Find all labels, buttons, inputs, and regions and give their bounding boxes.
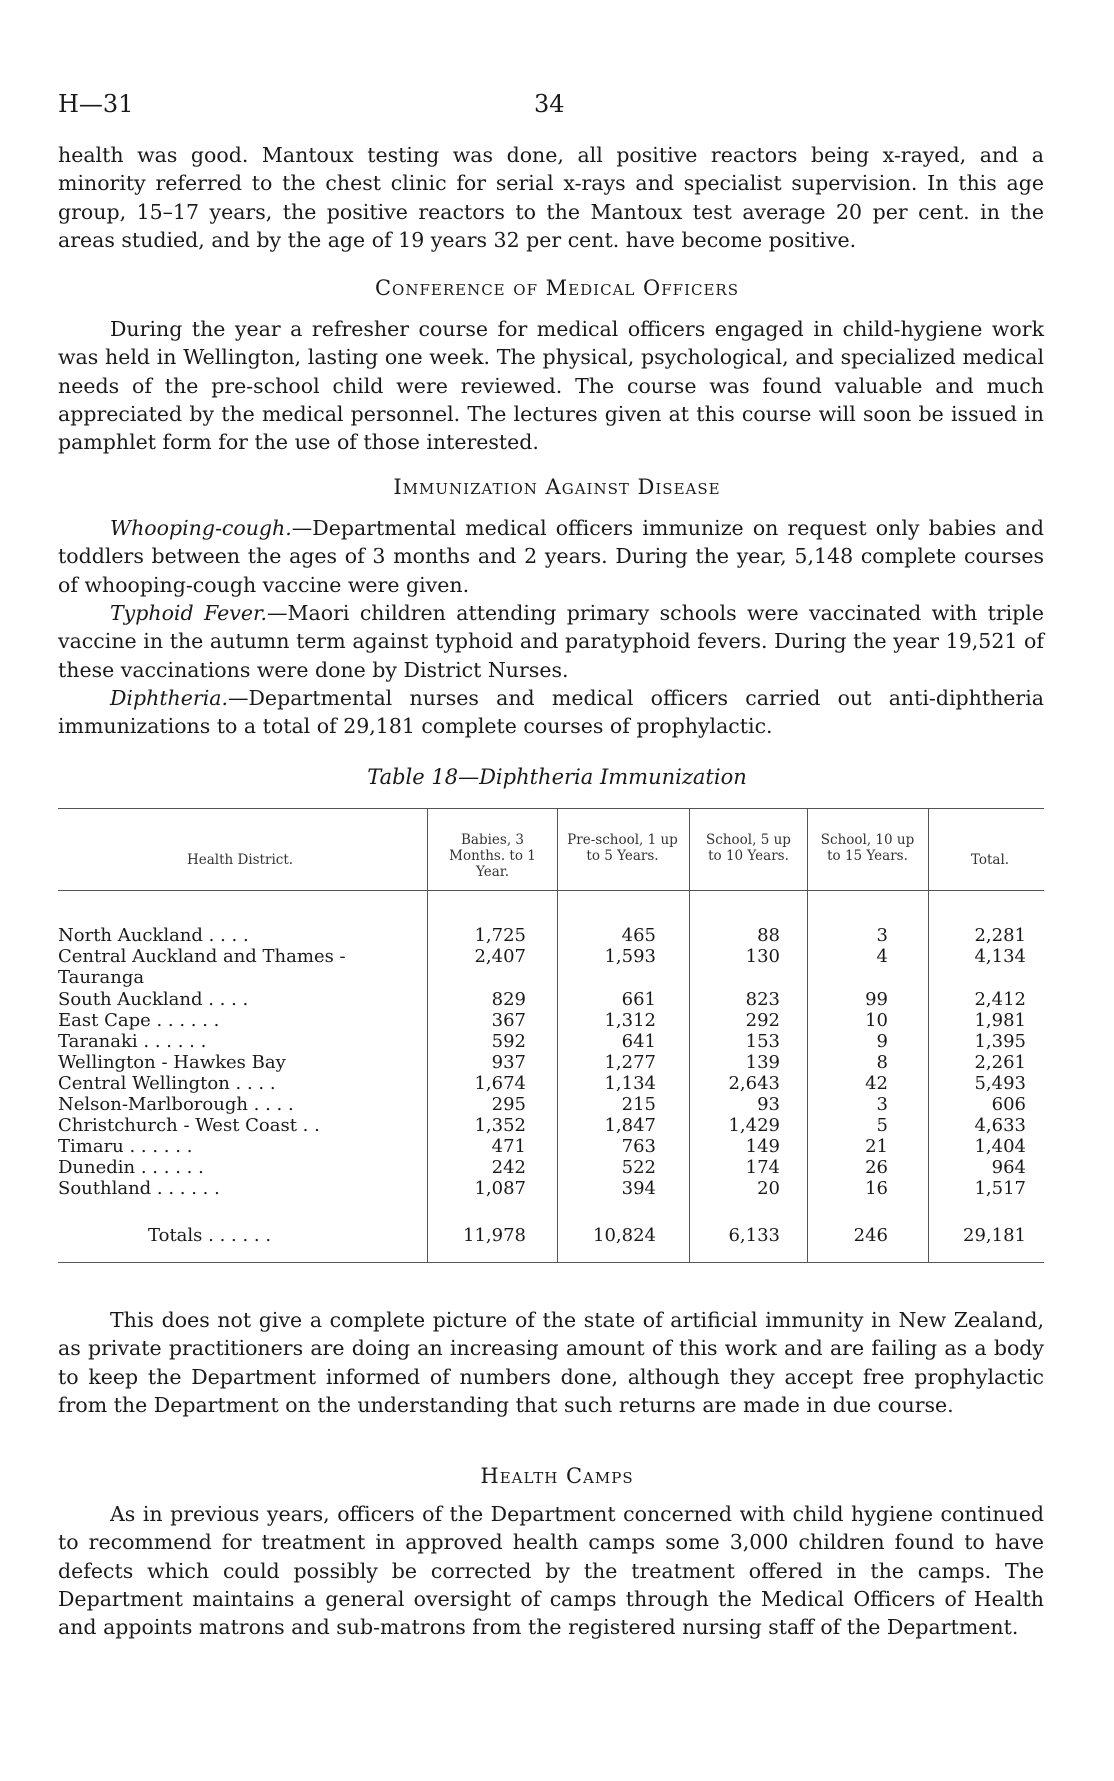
table-row xyxy=(58,1052,1044,1073)
district-name: South Auckland . . . . xyxy=(58,989,249,1010)
table-row xyxy=(58,1157,1044,1178)
district-name: Taranaki . . . . . . xyxy=(58,1031,207,1052)
column-header-school-5-10: School, 5 up to 10 Years. xyxy=(706,832,791,864)
school-5-10-value: 149 xyxy=(745,1136,780,1157)
totals-label: Totals . . . . . . xyxy=(148,1225,272,1246)
total-value: 964 xyxy=(991,1157,1026,1178)
diphtheria-paragraph xyxy=(58,684,1044,741)
whooping-cough-term: Whooping-cough. xyxy=(110,516,292,540)
school-5-10-value: 20 xyxy=(757,1178,780,1199)
school-10-15-value: 9 xyxy=(876,1031,888,1052)
total-value: 4,633 xyxy=(974,1115,1026,1136)
district-name: Dunedin . . . . . . xyxy=(58,1157,204,1178)
school-5-10-value: 93 xyxy=(757,1094,780,1115)
page-number: 34 xyxy=(534,90,565,118)
babies-value: 592 xyxy=(491,1031,526,1052)
whooping-cough-paragraph xyxy=(58,514,1044,599)
table-row xyxy=(58,989,1044,1010)
preschool-value: 522 xyxy=(621,1157,656,1178)
table-row xyxy=(58,946,1044,967)
district-name: North Auckland . . . . xyxy=(58,925,249,946)
babies-total: 11,978 xyxy=(463,1225,526,1246)
district-name: Central Wellington . . . . xyxy=(58,1073,276,1094)
total-value: 2,261 xyxy=(974,1052,1026,1073)
district-name: Christchurch - West Coast . . xyxy=(58,1115,320,1136)
typhoid-term: Typhoid Fever. xyxy=(110,601,268,625)
typhoid-paragraph xyxy=(58,599,1044,684)
table-row xyxy=(58,1031,1044,1052)
conference-paragraph: During the year a refresher course for medical officers engaged in child-hygiene work was held in Wellington, lasting one week. The physical, psychological, and specialized medical needs of the pre-school child were reviewed. The course was found valuable and much appreciated by the medical personnel. The lectures given at this course will soon be issued in pamphlet form for the use of those interested. xyxy=(58,317,1044,455)
babies-value: 829 xyxy=(491,989,526,1010)
school-5-10-total: 6,133 xyxy=(728,1225,780,1246)
school-10-15-value: 99 xyxy=(865,989,888,1010)
table-row xyxy=(58,1136,1044,1157)
total-value: 4,134 xyxy=(974,946,1026,967)
school-10-15-value: 42 xyxy=(865,1073,888,1094)
typhoid-text: —Maori children attending primary schools were vaccinated with triple vaccine in the autumn term against typhoid and paratyphoid fevers. During the year 19,521 of these vaccinations were done by District Nurses. xyxy=(58,601,1044,682)
babies-value: 367 xyxy=(491,1010,526,1031)
table-header-rule xyxy=(58,890,1044,891)
column-header-total: Total. xyxy=(970,852,1010,868)
school-5-10-value: 130 xyxy=(745,946,780,967)
table-row xyxy=(58,1010,1044,1031)
table-bottom-rule xyxy=(58,1262,1044,1263)
district-name: Southland . . . . . . xyxy=(58,1178,220,1199)
preschool-value: 661 xyxy=(621,989,656,1010)
school-5-10-value: 174 xyxy=(745,1157,780,1178)
total-value: 5,493 xyxy=(974,1073,1026,1094)
immunization-heading: Immunization Against Disease xyxy=(393,475,721,499)
total-value: 1,981 xyxy=(974,1010,1026,1031)
preschool-value: 1,277 xyxy=(604,1052,656,1073)
table-row xyxy=(58,1094,1044,1115)
table-row xyxy=(58,1115,1044,1136)
totals-row xyxy=(58,1225,1044,1246)
babies-value: 242 xyxy=(491,1157,526,1178)
table-title: Table 18—Diphtheria Immunization xyxy=(367,765,747,789)
school-10-15-value: 16 xyxy=(865,1178,888,1199)
diphtheria-text: —Departmental nurses and medical officers carried out anti-diphtheria immunizations to a total of 29,181 complete courses of prophylactic. xyxy=(58,686,1044,739)
babies-value: 2,407 xyxy=(474,946,526,967)
school-5-10-value: 88 xyxy=(757,925,780,946)
school-10-15-value: 5 xyxy=(876,1115,888,1136)
table-row xyxy=(58,1178,1044,1199)
grand-total: 29,181 xyxy=(963,1225,1026,1246)
table-row xyxy=(58,925,1044,946)
babies-value: 1,352 xyxy=(474,1115,526,1136)
preschool-value: 1,134 xyxy=(604,1073,656,1094)
total-value: 2,412 xyxy=(974,989,1026,1010)
district-name: East Cape . . . . . . xyxy=(58,1010,220,1031)
school-10-15-value: 10 xyxy=(865,1010,888,1031)
babies-value: 1,725 xyxy=(474,925,526,946)
total-value: 2,281 xyxy=(974,925,1026,946)
total-value: 1,395 xyxy=(974,1031,1026,1052)
school-5-10-value: 139 xyxy=(745,1052,780,1073)
school-5-10-value: 153 xyxy=(745,1031,780,1052)
babies-value: 1,087 xyxy=(474,1178,526,1199)
school-10-15-value: 3 xyxy=(876,1094,888,1115)
school-10-15-value: 26 xyxy=(865,1157,888,1178)
school-5-10-value: 1,429 xyxy=(728,1115,780,1136)
column-header-preschool: Pre-school, 1 up to 5 Years. xyxy=(567,832,678,864)
table-top-rule xyxy=(58,808,1044,809)
district-name: Timaru . . . . . . xyxy=(58,1136,193,1157)
preschool-value: 1,312 xyxy=(604,1010,656,1031)
district-name-continuation: Tauranga xyxy=(58,967,145,988)
preschool-value: 1,593 xyxy=(604,946,656,967)
preschool-value: 763 xyxy=(621,1136,656,1157)
intro-paragraph: health was good. Mantoux testing was done, all positive reactors being x-rayed, and a minority referred to the chest clinic for serial x-rays and specialist supervision. In this age group, 15–17 years, the positive reactors to the Mantoux test average 20 per cent. in the areas studied, and by the age of 19 years 32 per cent. have become positive. xyxy=(58,143,1044,252)
preschool-value: 1,847 xyxy=(604,1115,656,1136)
school-10-15-value: 21 xyxy=(865,1136,888,1157)
school-10-15-total: 246 xyxy=(853,1225,888,1246)
district-name: Central Auckland and Thames - xyxy=(58,946,346,967)
total-value: 1,404 xyxy=(974,1136,1026,1157)
babies-value: 937 xyxy=(491,1052,526,1073)
after-table-paragraph: This does not give a complete picture of the state of artificial immunity in New Zealand, as private practitioners are doing an increasing amount of this work and are failing as a body to keep the Department informed of numbers done, although they accept free prophylactic from the Department on the understanding that such returns are made in due course. xyxy=(58,1308,1044,1417)
babies-value: 295 xyxy=(491,1094,526,1115)
column-header-district: Health District. xyxy=(186,852,294,868)
babies-value: 1,674 xyxy=(474,1073,526,1094)
whooping-cough-text: —Departmental medical officers immunize on request only babies and toddlers between the ages of 3 months and 2 years. During the year, 5,148 complete courses of whooping-cough vaccine were given. xyxy=(58,516,1044,597)
district-name: Nelson-Marlborough . . . . xyxy=(58,1094,294,1115)
school-10-15-value: 3 xyxy=(876,925,888,946)
district-name: Wellington - Hawkes Bay xyxy=(58,1052,286,1073)
health-camps-paragraph: As in previous years, officers of the Department concerned with child hygiene continued to recommend for treatment in approved health camps some 3,000 children found to have defects which could possibly be corrected by the treatment offered in the camps. The Department maintains a general oversight of camps through the Medical Officers of Health and appoints matrons and sub-matrons from the registered nursing staff of the Department. xyxy=(58,1502,1044,1640)
total-value: 606 xyxy=(991,1094,1026,1115)
health-camps-heading: Health Camps xyxy=(480,1464,634,1488)
total-value: 1,517 xyxy=(974,1178,1026,1199)
preschool-value: 394 xyxy=(621,1178,656,1199)
table-row xyxy=(58,1073,1044,1094)
school-10-15-value: 4 xyxy=(876,946,888,967)
preschool-value: 641 xyxy=(621,1031,656,1052)
preschool-total: 10,824 xyxy=(593,1225,656,1246)
school-5-10-value: 292 xyxy=(745,1010,780,1031)
school-5-10-value: 2,643 xyxy=(728,1073,780,1094)
column-header-babies: Babies, 3 Months. to 1 Year. xyxy=(449,832,536,880)
school-5-10-value: 823 xyxy=(745,989,780,1010)
school-10-15-value: 8 xyxy=(876,1052,888,1073)
preschool-value: 465 xyxy=(621,925,656,946)
document-code: H—31 xyxy=(58,90,134,118)
column-header-school-10-15: School, 10 up to 15 Years. xyxy=(820,832,915,864)
preschool-value: 215 xyxy=(621,1094,656,1115)
diphtheria-term: Diphtheria. xyxy=(110,686,228,710)
conference-heading: Conference of Medical Officers xyxy=(374,276,739,300)
babies-value: 471 xyxy=(491,1136,526,1157)
